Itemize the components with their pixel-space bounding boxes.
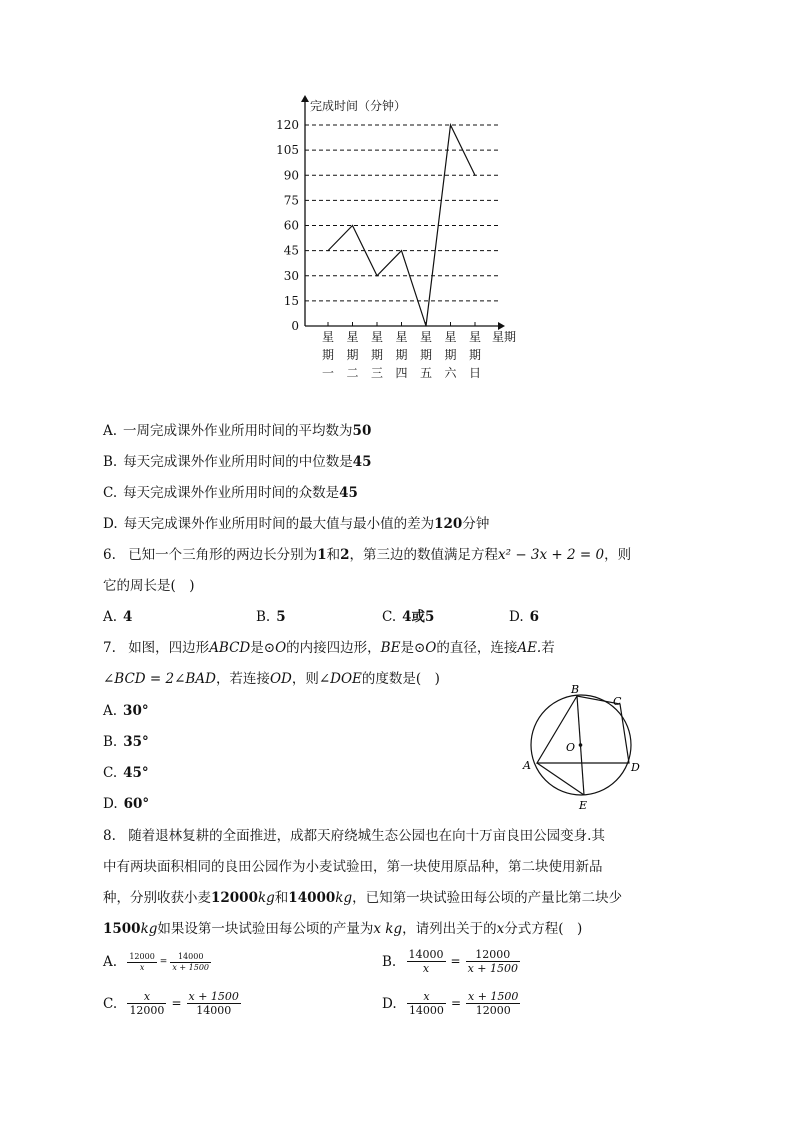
stem-text: 是 [250,640,264,656]
option-letter: D. [103,796,118,812]
option-letter: C. [103,485,118,501]
number: 1 [317,547,327,563]
x-tick-label-3: 期 [370,348,384,362]
denominator: x + 1500 [467,962,518,976]
option-value: 6 [529,609,540,625]
q7-stem-line1 [103,640,555,656]
y-axis-arrow-icon [301,95,309,102]
stem-text: ，已知第一块试验田每公顷的产量比第二块少 [352,890,623,906]
x-tick-label-1: 一 [321,366,335,380]
option-letter: B. [382,953,397,970]
equals-sign: = [159,956,168,967]
option-letter: D. [509,609,524,625]
math: ABCD [209,640,251,656]
q6-option-c[interactable] [382,609,434,625]
math: AE. [517,640,542,656]
x-tick-label-6: 六 [444,366,457,380]
option-value: 4 [123,609,133,625]
x-tick-label-3: 星 [370,330,384,344]
q6-stem-line2: 它的周长是( ) [103,578,195,594]
stem-text: ，请列出关于的 [402,921,497,937]
fraction-right [466,990,520,1017]
fraction-left [407,990,446,1017]
option-text: 一周完成课外作业所用时间的平均数为 [123,423,353,439]
q7-option-c[interactable] [103,765,149,781]
fraction-left [127,952,156,972]
x-tick-label-2: 期 [346,348,359,362]
option-letter: B. [256,609,271,625]
data-point-星期二 [352,225,353,226]
number: 2 [340,547,350,563]
math: ⊙O [413,640,437,656]
option-text: 每天完成课外作业所用时间的中位数是 [123,454,353,470]
math: ∠BCD = 2∠BAD [103,671,216,687]
q8-option-c[interactable] [103,990,241,1017]
option-value: 45° [123,765,149,781]
q7-stem-line2 [103,671,440,687]
stem-text: ，若连接 [215,671,270,687]
q8-option-a[interactable] [103,952,211,972]
x-axis-label: 星期 [492,330,517,344]
q7-option-b[interactable] [103,734,149,750]
question-number: 6. [103,547,116,563]
equals-sign: = [171,996,182,1011]
math: OD [269,671,292,687]
x-tick-label-4: 星 [395,330,408,344]
option-value: 45 [352,454,372,470]
data-point-星期日 [474,175,475,176]
math: BE [380,640,401,656]
number: 14000 [288,890,336,906]
stem-text: 分式方程( ) [504,921,583,937]
stem-text: 如图，四边形 [128,640,210,656]
q8-option-b[interactable] [382,948,520,975]
option-letter: B. [103,454,118,470]
unit: kg [335,890,353,906]
denominator: 14000 [196,1004,232,1018]
circle-quadrilateral-figure [518,682,658,812]
q5-option-a[interactable] [103,423,371,439]
q8-stem-line2: 中有两块面积相同的良田公园作为小麦试验田，第一块使用原品种，第二块使用新品 [103,859,603,875]
numerator: x [407,990,446,1004]
stem-text: 种，分别收获小麦 [103,890,211,906]
x-tick-label-4: 期 [395,348,408,362]
label-a: A [523,759,531,772]
data-point-星期三 [376,275,377,276]
stem-text: ，则 [604,547,632,563]
math: ∠DOE [318,671,362,687]
option-letter: A. [103,423,118,439]
x-tick-label-7: 期 [468,348,482,362]
option-value: 4或5 [402,609,435,625]
q8-stem-line4 [103,921,582,937]
stem-text: 的内接四边形， [286,640,381,656]
y-tick-label: 120 [276,118,299,132]
x-tick-label-3: 三 [370,366,384,380]
option-letter: B. [103,734,118,750]
x-tick-label-4: 四 [395,366,408,380]
numerator: 14000 [170,952,211,963]
y-tick-label: 30 [283,268,299,283]
y-tick-label: 90 [283,168,299,183]
number: 12000 [211,890,258,906]
q7-option-d[interactable] [103,796,149,812]
chart-grid [305,125,498,301]
stem-text: 如果设第一块试验田每公顷的产量为 [157,921,374,937]
x-tick-label-5: 五 [419,366,433,380]
q5-option-d[interactable] [103,516,489,532]
x-tick-label-2: 二 [346,366,359,380]
fraction-left [127,990,166,1017]
stem-text: 和 [274,890,289,906]
x-tick-label-2: 星 [346,330,359,344]
center-point [579,743,583,747]
option-unit: 分钟 [462,516,490,532]
stem-text: 和 [326,547,341,563]
numerator: x + 1500 [468,990,519,1003]
data-point-星期四 [401,250,402,251]
denominator: 12000 [129,1004,165,1018]
question-number: 8. [103,828,116,844]
denominator: 12000 [475,1004,511,1018]
stem-text: 是 [400,640,414,656]
x-tick-label-1: 期 [321,348,335,362]
line-chart [270,90,530,390]
label-c: C [613,695,622,708]
y-tick-label: 75 [283,193,299,208]
label-e: E [579,799,588,812]
option-letter: C. [103,765,118,781]
fraction-right [170,952,211,972]
option-letter: A. [103,954,118,970]
q6-stem-line1 [103,547,631,563]
option-value: 5 [276,609,286,625]
numerator: x + 1500 [188,990,239,1003]
stem-text: 已知一个三角形的两边长分别为 [128,547,318,563]
label-b: B [571,683,580,696]
math: x [496,921,505,937]
stem-text: ，则 [291,671,319,687]
stem-text: 随着退林复耕的全面推进，成都天府绕城生态公园也在向十万亩良田公园变身.其 [128,828,605,844]
chart-labels [276,98,516,380]
x-tick-label-7: 星 [468,330,482,344]
x-tick-label-6: 期 [444,348,457,362]
number: 1500 [103,921,141,937]
denominator: x [139,962,145,972]
option-value: 35° [123,734,149,750]
y-tick-label: 15 [283,293,299,308]
q6-option-b[interactable] [256,609,286,625]
x-tick-label-5: 星 [419,330,433,344]
x-tick-label-6: 星 [444,330,457,344]
option-letter: C. [382,609,397,625]
equation: x² − 3x + 2 = 0 [498,547,605,563]
fraction-right [466,948,520,975]
option-letter: D. [103,516,118,532]
denominator: x + 1500 [172,962,210,972]
y-axis-label: 完成时间（分钟） [310,99,407,113]
option-value: 50 [352,423,372,439]
equals-sign: = [450,954,461,969]
y-tick-label: 105 [276,143,299,158]
option-value: 60° [123,796,150,812]
x-axis-arrow-icon [498,322,505,330]
option-letter: A. [103,703,118,719]
option-letter: C. [103,995,118,1012]
option-text: 每天完成课外作业所用时间的最大值与最小值的差为 [123,516,435,532]
q8-stem-line1 [103,828,605,844]
y-tick-label: 0 [291,319,299,333]
y-tick-label: 60 [283,218,299,233]
option-text: 每天完成课外作业所用时间的众数是 [123,485,340,501]
numerator: 12000 [129,952,155,961]
math: x kg [373,921,403,937]
option-letter: D. [382,995,397,1012]
option-value: 45 [339,485,358,501]
data-point-星期一 [327,250,328,251]
q5-option-c[interactable] [103,485,358,501]
numerator: 12000 [466,948,520,962]
option-value: 30° [123,703,149,719]
data-point-星期五 [425,325,426,326]
label-o: O [566,741,576,754]
option-letter: A. [103,609,118,625]
numerator: x [127,990,166,1004]
stem-text: 的度数是( ) [361,671,440,687]
math: ⊙O [263,640,287,656]
x-tick-label-7: 日 [468,366,482,380]
fraction-left [407,948,446,975]
numerator: 14000 [408,948,444,961]
stem-text: 若 [541,640,555,656]
q7-option-a[interactable] [103,703,149,719]
y-tick-label: 45 [283,243,299,258]
q5-option-b[interactable] [103,454,372,470]
q8-option-d[interactable] [382,990,520,1017]
label-d: D [631,761,640,774]
option-value: 120 [434,516,463,532]
denominator: x [422,962,430,976]
chart-axes [301,95,505,330]
q6-option-d[interactable] [509,609,539,625]
stem-text: ，第三边的数值满足方程 [349,547,498,563]
denominator: 14000 [408,1004,444,1018]
stem-text: 的直径，连接 [436,640,518,656]
data-point-星期六 [450,124,451,125]
q8-stem-line3 [103,890,622,906]
question-number: 7. [103,640,116,656]
fraction-right [187,990,241,1017]
equals-sign: = [450,996,461,1011]
unit: kg [140,921,158,937]
x-tick-label-1: 星 [321,330,335,344]
q6-option-a[interactable] [103,609,132,625]
x-tick-label-5: 期 [419,348,433,362]
unit: kg [257,890,275,906]
